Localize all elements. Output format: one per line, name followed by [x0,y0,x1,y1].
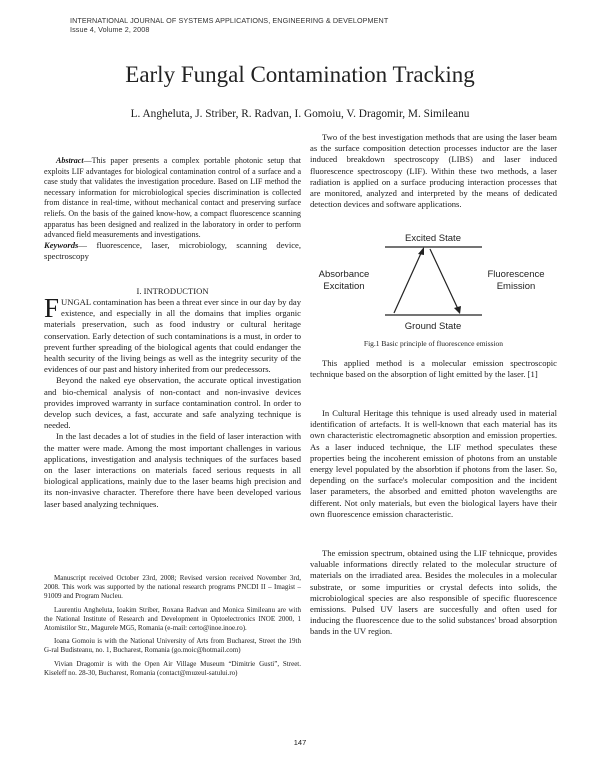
intro-paragraph-1 [44,293,301,375]
right-paragraph-3 [310,408,557,520]
drop-cap: F [44,293,60,323]
intro-paragraph-3: In the last decades a lot of studies in the field of laser interaction with the matter were made. Among the most important challenges in various applications, investigation and analysis techniques of the surfaces based on the laser interactions on materials faced serious requests in all biological applications, mainly due to the laser beams high precision and its non-invasive character. Therefore there have been developed various laser based analyzing techniques. [44,431,301,509]
right-paragraph-3-text: In Cultural Heritage this tehnique is used already used in material identification of artefacts. It is well-known that each material has its own characteristic electromagnetic absorption and emission properties. As a laser induced technique, the LIF method speculates these properties being the incoherent emission of photons from an unstable energy level populated by the absorbtion if photons from the laser. So, depending on the surface's molecular composition and the incident laser parameters, the absorbed and emitted photon wavelengths are different. Not only materials, but even the biological layers have their own fluorescence emission characteristic. [310,408,557,519]
keywords-label: Keywords [44,240,79,250]
fluorescence-diagram [310,229,557,334]
abstract-text: —This paper presents a complex portable photonic setup that exploits LIF advantages for biological contamination control of a surface and a case study that validates the investigation procedure. Based on LIF method the necessary information for microbiological species discrimination is collected from distance in real-time, without mechanical contact and preserving surface reliefs. On the basis of the gained know-how, a compact fluorescence scanning apparatus has been designed and realized in the laboratory in order to perform advanced field measurements and investigations. [44,156,301,240]
paper-title: Early Fungal Contamination Tracking [125,62,475,87]
absorbance-arrowhead [418,247,424,255]
introduction-body [44,293,301,510]
fluorescence-diagram-svg [310,229,557,334]
footnote-affiliation-3: Vivian Dragomir is with the Open Air Village Museum “Dimitrie Gusti”, Street. Kiseleff no. 28-30, Bucharest, Romania (contact@muzeul-satului.ro) [44,659,301,677]
abstract [44,156,301,241]
keywords-text: — fluorescence, laser, microbiology, scanning device, spectroscopy [44,240,301,262]
emission-arrowhead [454,306,461,314]
right-paragraph-1-text: Two of the best investigation methods that are using the laser beam as the surface composition detection processes inductor are the laser induced breakdown spectroscopy (LIBS) and laser induced fluorescence spectroscopy (LIF). Within these two methods, a laser radiation is applied on a surface producing interaction processes that are monitored, analyzed and interpreted by the means of dedicated detection devices and software applications. [310,132,557,210]
keywords [44,240,301,263]
section-heading-introduction: I. INTRODUCTION [136,286,209,296]
journal-name: INTERNATIONAL JOURNAL OF SYSTEMS APPLICATIONS, ENGINEERING & DEVELOPMENT [70,16,389,25]
footnotes [44,574,301,682]
page-number: 147 [293,738,307,747]
right-paragraph-2-text: This applied method is a molecular emission spectroscopic technique based on the absorption of light emitted by the laser. [1] [310,358,557,380]
ground-state-label: Ground State [404,321,462,332]
journal-header [70,16,388,34]
emission-arrow [430,249,458,309]
excited-state-label: Excited State [405,233,461,244]
footnote-affiliation-1: Laurentiu Angheluta, Ioakim Striber, Roxana Radvan and Monica Simileanu are with the National Institute of Research and Development in Optoelectronics INOE 2000, 1 Atomistilor Str., Magurele MG5, Romania (e-mail: certo@inoe.inoe.ro). [44,605,301,633]
right-paragraph-4-text: The emission spectrum, obtained using the LIF tehnicque, provides valuable informations directly related to the molecular structure of materials on the irradiated area. Besides the molecules in a molecular substrate, or some impurities or crystal defects into solids, the microbiological species are also responsible of specific fluorescence emissions. Pulsed UV lasers are succesfully and often used for inducing the fluorescence due to the solid substances' broad absorption bands in the UV region. [310,548,557,637]
author-list: L. Angheluta, J. Striber, R. Radvan, I. Gomoiu, V. Dragomir, M. Simileanu [130,108,470,120]
footnote-affiliation-2: Ioana Gomoiu is with the National University of Arts from Bucharest, Street the 19th G-ral Budisteanu, no. 1, Bucharest, Romania (go.moic@hotmail.com) [44,637,301,655]
right-paragraph-1 [310,132,557,210]
absorbance-arrow [394,251,422,313]
figure-caption: Fig.1 Basic principle of fluorescence emission [363,339,504,348]
journal-issue: Issue 4, Volume 2, 2008 [70,25,150,34]
excitation-label: Excitation [323,281,365,292]
fluorescence-label: Fluorescence [487,269,545,280]
absorbance-label: Absorbance [318,269,370,280]
footnote-manuscript: Manuscript received October 23rd, 2008; Revised version received November 3rd, 2008. This work was supported by the national research programs PNCDI II – Imagist – 91009 and Program Nucleu. [44,574,301,601]
intro-paragraph-2: Beyond the naked eye observation, the accurate optical investigation and bio-chemical analysis of non-contact and non-invasive devices provides improved warranty in surface contamination control. In order to develop such devices, a fast, accurate and safe analyzing technique is needed. [44,375,301,431]
right-paragraph-2 [310,358,557,380]
abstract-label: Abstract [56,156,84,165]
emission-label: Emission [496,281,536,292]
right-paragraph-4 [310,548,557,638]
intro-paragraph-1-text: UNGAL contamination has been a threat ever since in our day by day existence, and especially in all the domains that implies organic materials preservation, such as food industry or cultural heritage conservation. Early detection of such contaminations is a must, in order to prevent further spreading of the biological agents that could endanger the health security of the living beings as well as the integrity security of the evidences of our past and history inherited from our predecessors. [44,297,301,375]
